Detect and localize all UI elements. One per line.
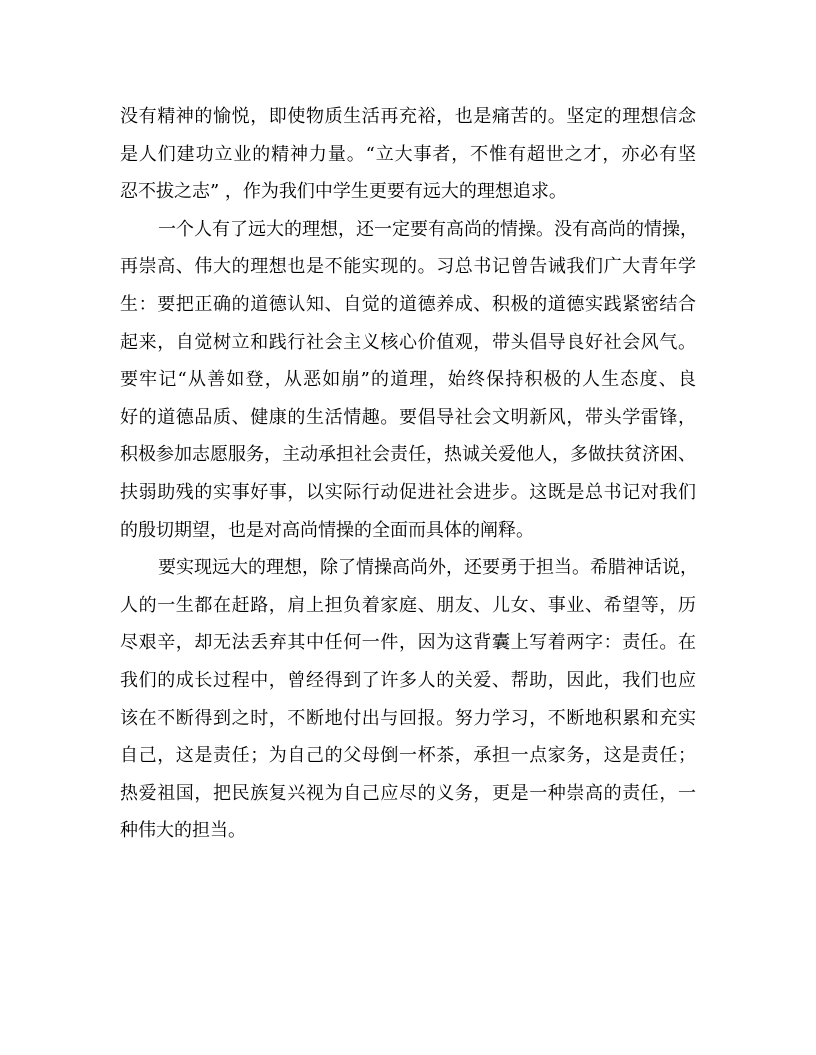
text-line: 没有精神的愉悦，即使物质生活再充裕，也是痛苦的。坚定的理想信念 (120, 106, 696, 127)
text-line: 好的道德品质、健康的生活情趣。要倡导社会文明新风，带头学雷锋， (120, 406, 696, 428)
text-line: 积极参加志愿服务，主动承担社会责任，热诚关爱他人，多做扶贫济困、 (120, 444, 696, 466)
text-line: 人的一生都在赶路，肩上担负着家庭、朋友、儿女、事业、希望等，历 (120, 594, 696, 616)
text-line: 起来，自觉树立和践行社会主义核心价值观，带头倡导良好社会风气。 (120, 331, 696, 353)
text-line: 扶弱助残的实事好事，以实际行动促进社会进步。这既是总书记对我们 (120, 481, 696, 503)
text-line: 我们的成长过程中，曾经得到了许多人的关爱、帮助，因此，我们也应 (120, 669, 696, 691)
text-line: 自己，这是责任；为自己的父母倒一杯茶，承担一点家务，这是责任； (120, 745, 696, 767)
text-line: 再崇高、伟大的理想也是不能实现的。习总书记曾告诫我们广大青年学 (120, 256, 696, 278)
text-line: 热爱祖国，把民族复兴视为自己应尽的义务，更是一种崇高的责任，一 (120, 782, 696, 804)
text-line: 要实现远大的理想，除了情操高尚外，还要勇于担当。希腊神话说， (158, 557, 698, 579)
text-line: 一个人有了远大的理想，还一定要有高尚的情操。没有高尚的情操， (158, 218, 698, 240)
text-line: 该在不断得到之时，不断地付出与回报。努力学习，不断地积累和充实 (120, 707, 696, 729)
paragraph-1 (120, 98, 696, 211)
text-line: 是人们建功立业的精神力量。“立大事者，不惟有超世之才，亦必有坚 (120, 143, 696, 165)
text-line: 的殷切期望，也是对高尚情操的全面而具体的阐释。 (120, 519, 534, 541)
paragraph-2 (120, 211, 696, 549)
text-line: 尽艰辛，却无法丢弃其中任何一件，因为这背囊上写着两字：责任。在 (120, 632, 696, 654)
text-line: 忍不拔之志” ，作为我们中学生更要有远大的理想追求。 (120, 181, 567, 203)
paragraph-3 (120, 549, 696, 850)
document-page (120, 98, 696, 850)
text-line: 种伟大的担当。 (120, 820, 246, 842)
text-line: 生：要把正确的道德认知、自觉的道德养成、积极的道德实践紧密结合 (120, 293, 696, 315)
text-line: 要牢记“从善如登，从恶如崩”的道理，始终保持积极的人生态度、良 (120, 369, 696, 391)
